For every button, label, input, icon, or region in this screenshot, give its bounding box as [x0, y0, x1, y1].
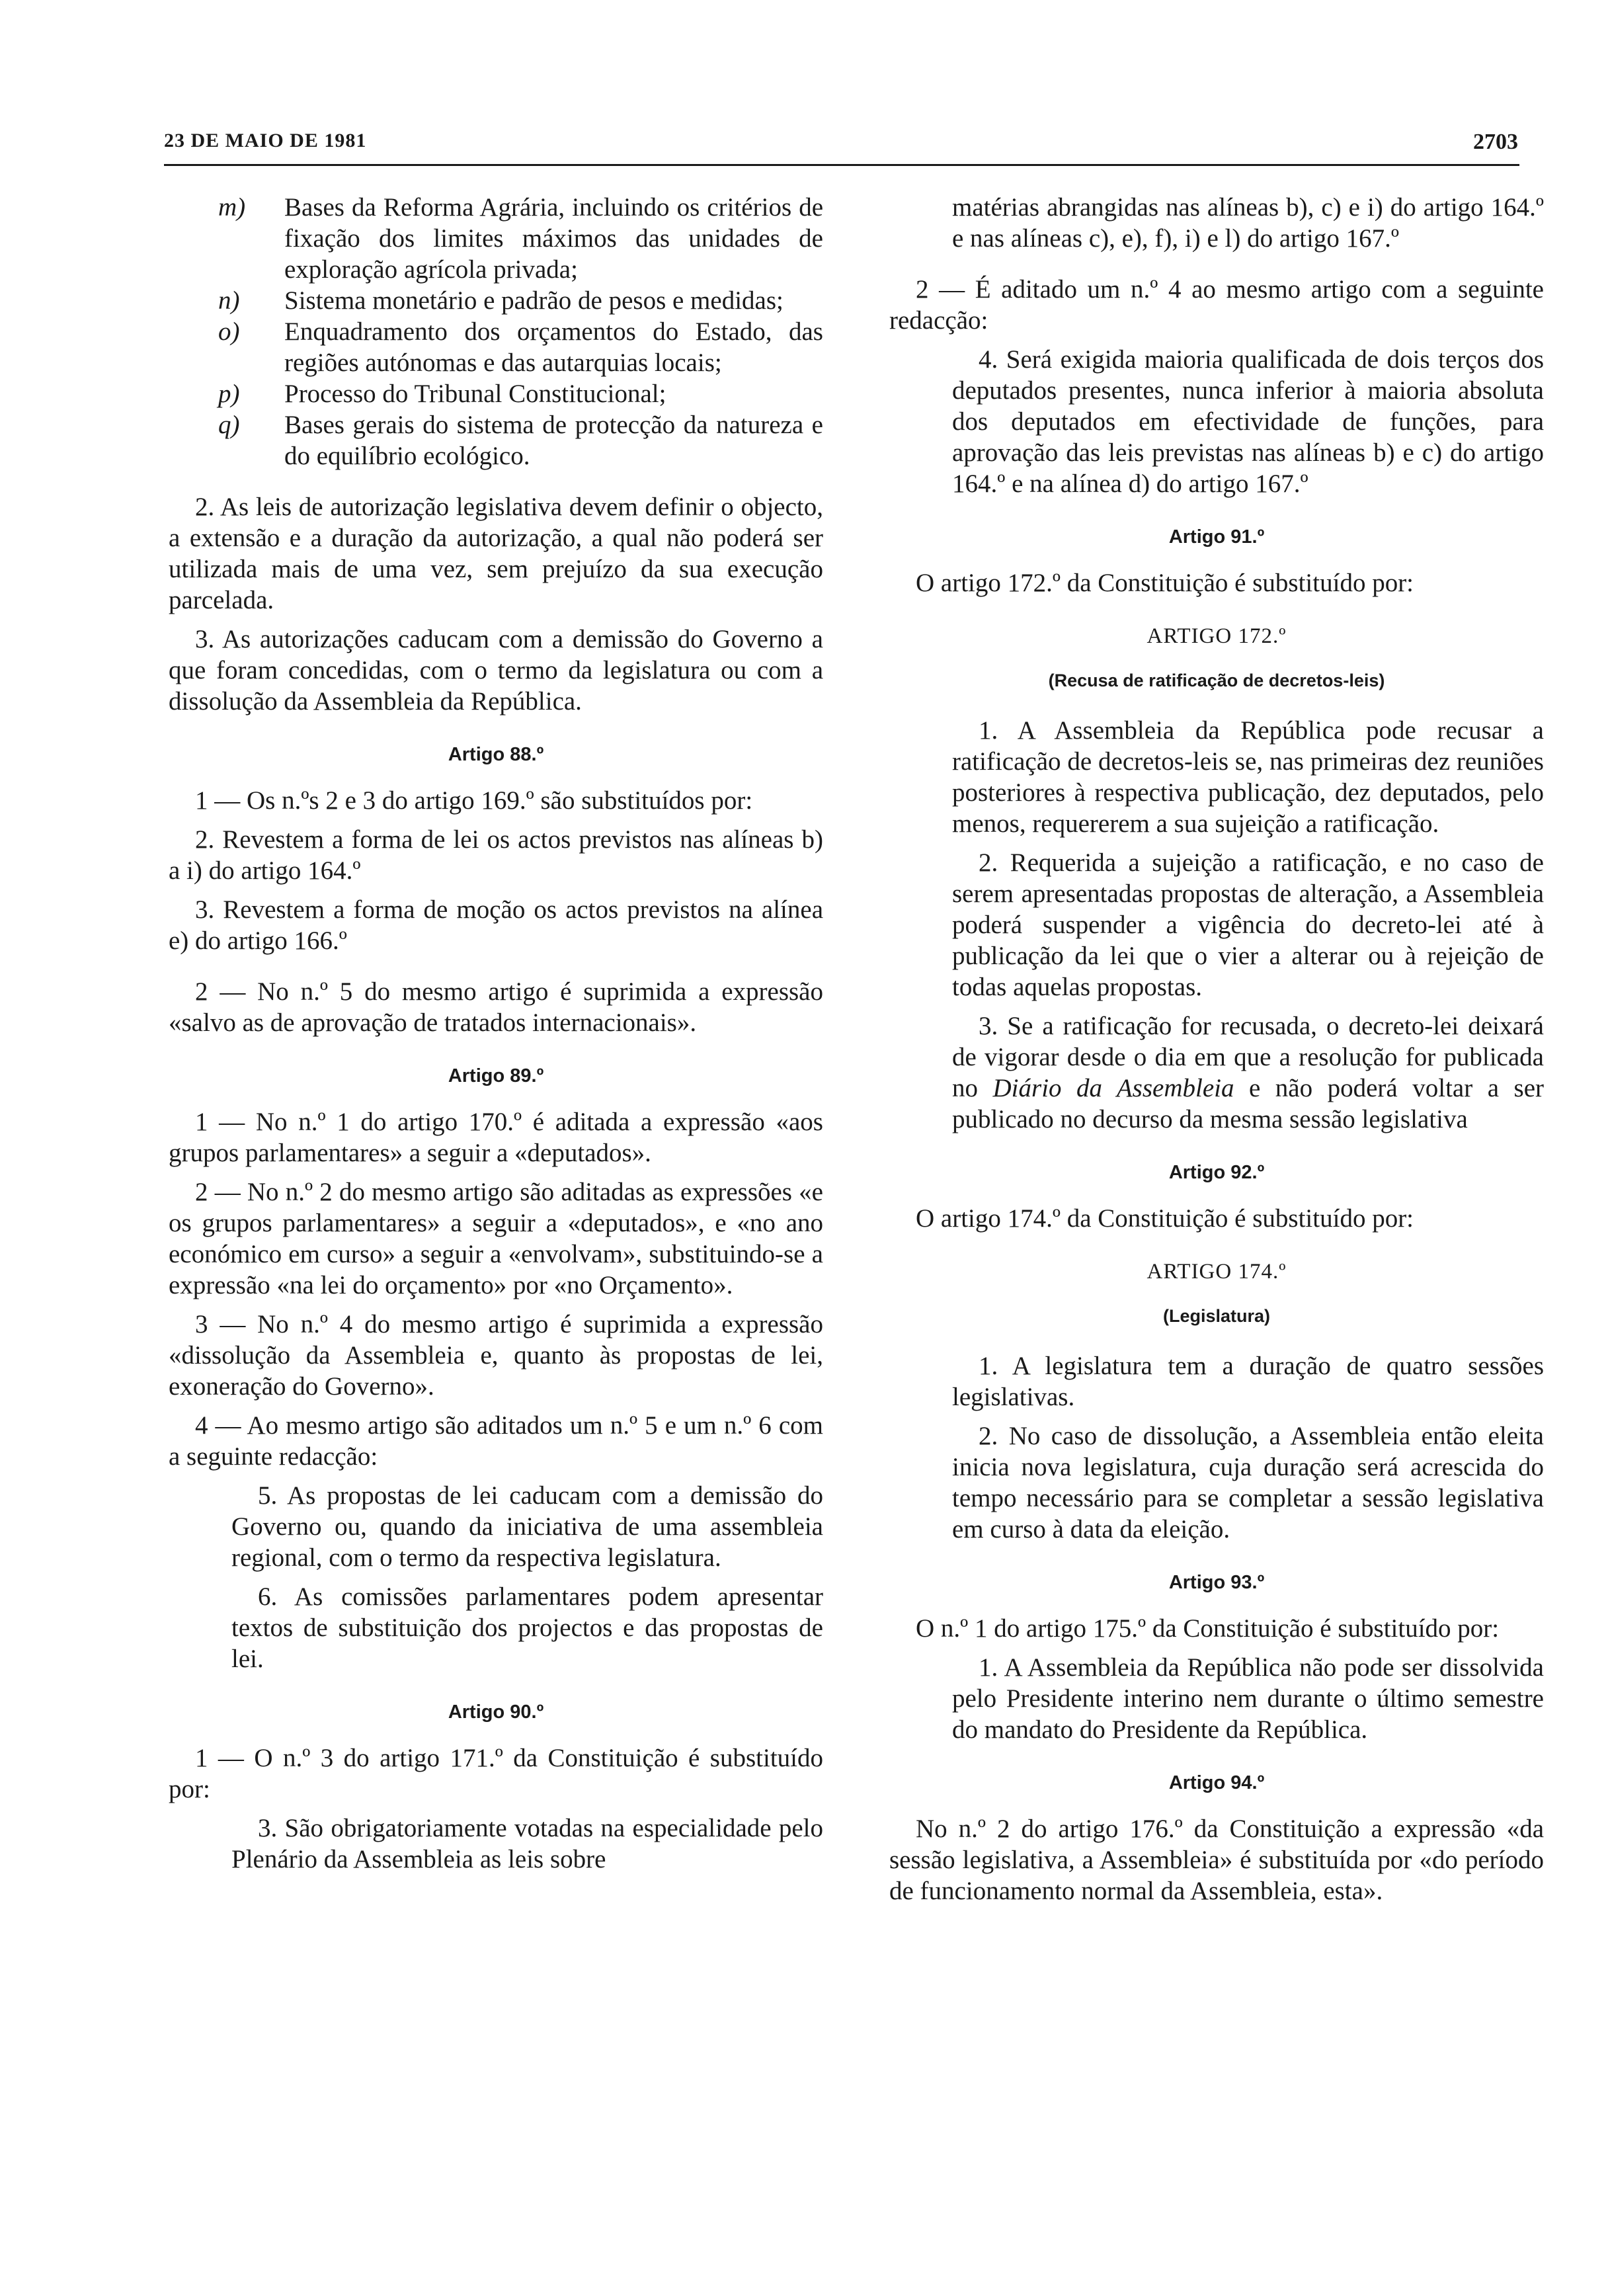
quoted-paragraph: matérias abrangidas nas alíneas b), c) e i) do artigo 164.º e nas alíneas c), e), f), i) e l) do artigo 167.º: [952, 193, 1544, 253]
quoted-paragraph: 3. São obrigatoriamente votadas na especialidade pelo Plenário da Assembleia as leis sobre: [231, 1814, 823, 1873]
quoted-paragraph: 3. Se a ratificação for recusada, o decreto-lei deixará de vigorar desde o dia em que a resolução for publicada no Diário da Assembleia e não poderá voltar a ser publicado no decurso da mesma sessão legislativa: [952, 1012, 1545, 1133]
article-heading-90: Artigo 90.º: [448, 1702, 544, 1723]
list-item: o) Enquadramento dos orçamentos do Estado, das regiões autónomas e das autarquias locais;: [218, 317, 823, 377]
quoted-paragraph: 2. Requerida a sujeição a ratificação, e no caso de serem apresentadas propostas de alteração, a Assembleia poderá suspender a vigência do decreto-lei até à publicação da lei que o vier a alterar ou à rejeição de todas aquelas propostas.: [952, 848, 1544, 1001]
quoted-paragraph: 5. As propostas de lei caducam com a demissão do Governo ou, quando da iniciativa de uma assembleia regional, com o termo da respectiva legislatura.: [231, 1481, 823, 1572]
paragraph: 2 — É aditado um n.º 4 ao mesmo artigo com a seguinte redacção:: [889, 275, 1544, 335]
quoted-paragraph: 4. Será exigida maioria qualificada de dois terços dos deputados presentes, nunca inferior à maioria absoluta dos deputados em efectividade de funções, para aprovação das leis previstas nas alíneas b) e c) do artigo 164.º e na alínea d) do artigo 167.º: [952, 345, 1544, 498]
alineas-list: [169, 192, 823, 472]
list-item: m) Bases da Reforma Agrária, incluindo os critérios de fixação dos limites máximos das unidades de exploração agrícola privada;: [218, 193, 823, 284]
quoted-paragraph: 1. A Assembleia da República pode recusar a ratificação de decretos-leis se, nas primeiras dez reuniões posteriores à respectiva publicação, dez deputados, pelo menos, requererem a sua sujeição a ratificação.: [952, 716, 1544, 838]
article-heading-94: Artigo 94.º: [1168, 1772, 1265, 1793]
article-174-heading: ARTIGO 174.º: [1146, 1260, 1287, 1284]
quoted-paragraph: 2. No caso de dissolução, a Assembleia então eleita inicia nova legislatura, cuja duração será acrescida do tempo necessário para se completar a sessão legislativa em curso à data da eleição.: [952, 1422, 1544, 1543]
paragraph: O n.º 1 do artigo 175.º da Constituição é substituído por:: [916, 1614, 1500, 1643]
paragraph: No n.º 2 do artigo 176.º da Constituição a expressão «da sessão legislativa, a Assembleia» é substituída por «do período de funcionamento normal da Assembleia, esta».: [889, 1815, 1544, 1905]
paragraph: 3. Revestem a forma de moção os actos previstos na alínea e) do artigo 166.º: [169, 895, 823, 955]
article-heading-93: Artigo 93.º: [1168, 1572, 1265, 1593]
paragraph: 1 — No n.º 1 do artigo 170.º é aditada a expressão «aos grupos parlamentares» a seguir a «deputados».: [169, 1108, 823, 1167]
header-rule: [164, 164, 1519, 166]
page-header: [164, 130, 1518, 163]
article-174-title: (Legislatura): [1162, 1306, 1271, 1326]
list-item: n) Sistema monetário e padrão de pesos e medidas;: [218, 286, 784, 315]
paragraph: 2 — No n.º 5 do mesmo artigo é suprimida a expressão «salvo as de aprovação de tratados internacionais».: [169, 977, 823, 1037]
article-heading-88: Artigo 88.º: [448, 744, 544, 765]
article-172-heading: ARTIGO 172.º: [1146, 624, 1287, 648]
article-heading-91: Artigo 91.º: [1168, 526, 1265, 548]
page-number: 2703: [1473, 130, 1518, 154]
paragraph: 2 — No n.º 2 do mesmo artigo são aditadas as expressões «e os grupos parlamentares» a seguir a «deputados», e «no ano económico em curso» a seguir a «envolvam», substituindo-se a expressão «na lei do orçamento» por «no Orçamento».: [169, 1178, 823, 1299]
header-date: 23 DE MAIO DE 1981: [164, 130, 367, 151]
article-heading-89: Artigo 89.º: [448, 1065, 544, 1086]
list-item: q) Bases gerais do sistema de protecção da natureza e do equilíbrio ecológico.: [218, 411, 823, 470]
list-item: p) Processo do Tribunal Constitucional;: [218, 380, 666, 408]
article-heading-92: Artigo 92.º: [1168, 1162, 1265, 1183]
left-column: [169, 192, 823, 1883]
quoted-paragraph: 1. A legislatura tem a duração de quatro sessões legislativas.: [952, 1352, 1544, 1411]
article-172-title: (Recusa de ratificação de decretos-leis): [1048, 671, 1385, 690]
paragraph: 3. As autorizações caducam com a demissão do Governo a que foram concedidas, com o termo da legislatura ou com a dissolução da Assembleia da República.: [169, 625, 823, 716]
right-column: [889, 192, 1544, 1914]
paragraph: 1 — Os n.ºs 2 e 3 do artigo 169.º são substituídos por:: [195, 786, 753, 815]
paragraph: O artigo 172.º da Constituição é substituído por:: [916, 569, 1414, 597]
quoted-paragraph: 6. As comissões parlamentares podem apresentar textos de substituição dos projectos e das propostas de lei.: [231, 1582, 823, 1673]
paragraph: 1 — O n.º 3 do artigo 171.º da Constituição é substituído por:: [169, 1744, 823, 1803]
paragraph: 2. Revestem a forma de lei os actos previstos nas alíneas b) a i) do artigo 164.º: [169, 825, 823, 885]
paragraph: O artigo 174.º da Constituição é substituído por:: [916, 1204, 1414, 1233]
quoted-paragraph: 1. A Assembleia da República não pode ser dissolvida pelo Presidente interino nem durante o último semestre do mandato do Presidente da República.: [952, 1653, 1544, 1744]
paragraph: 3 — No n.º 4 do mesmo artigo é suprimida a expressão «dissolução da Assembleia e, quanto às propostas de lei, exoneração do Governo».: [169, 1310, 823, 1401]
paragraph: 2. As leis de autorização legislativa devem definir o objecto, a extensão e a duração da autorização, a qual não poderá ser utilizada mais de uma vez, sem prejuízo da sua execução parcelada.: [169, 493, 823, 614]
paragraph: 4 — Ao mesmo artigo são aditados um n.º 5 e um n.º 6 com a seguinte redacção:: [169, 1411, 823, 1471]
diario-title: Diário da Assembleia: [992, 1074, 1234, 1102]
